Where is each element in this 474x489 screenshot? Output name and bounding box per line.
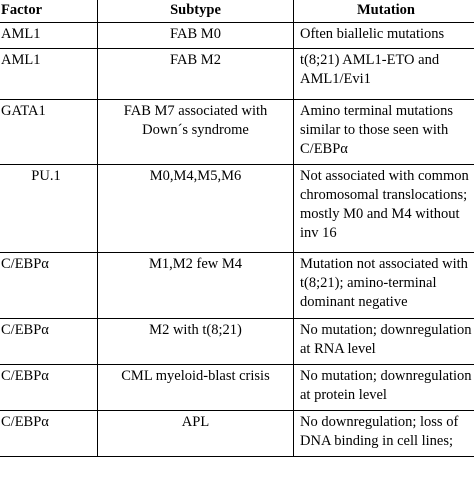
mutation-line: DNA binding in cell lines; xyxy=(300,433,454,449)
subtype-line: FAB M2 xyxy=(170,52,221,68)
mutation-cell xyxy=(294,253,474,319)
mutation-line: t(8;21); amino-terminal xyxy=(300,275,437,291)
mutation-line: Amino terminal mutations xyxy=(300,103,454,119)
mutation-line: at RNA level xyxy=(300,341,376,357)
subtype-line: CML myeloid-blast crisis xyxy=(121,368,270,384)
factor-cell: PU.1 xyxy=(0,165,98,253)
factor-cell: C/EBPα xyxy=(0,411,98,457)
mutation-cell xyxy=(294,365,474,411)
subtype-line: M1,M2 few M4 xyxy=(148,256,243,272)
table-row xyxy=(0,49,474,100)
mutation-line: C/EBPα xyxy=(300,141,348,157)
table-row xyxy=(0,411,474,457)
mutation-line: similar to those seen with xyxy=(300,122,449,138)
mutation-line: No mutation; downregulation xyxy=(300,322,472,338)
mutation-line: chromosomal translocations; xyxy=(300,187,468,203)
mutation-line: t(8;21) AML1-ETO and xyxy=(300,52,440,68)
header-subtype: Subtype xyxy=(98,0,294,23)
table-row xyxy=(0,253,474,319)
subtype-cell xyxy=(98,365,294,411)
mutation-cell xyxy=(294,100,474,165)
table-row xyxy=(0,319,474,365)
mutation-line: Not associated with common xyxy=(300,168,469,184)
subtype-line: Down´s syndrome xyxy=(142,122,249,138)
mutation-cell xyxy=(294,319,474,365)
header-row xyxy=(0,0,474,23)
subtype-line: FAB M0 xyxy=(170,26,221,42)
table-row xyxy=(0,365,474,411)
subtype-cell xyxy=(98,165,294,253)
mutation-line: inv 16 xyxy=(300,225,337,241)
factor-cell: AML1 xyxy=(0,49,98,100)
factor-cell: C/EBPα xyxy=(0,253,98,319)
subtype-line: APL xyxy=(181,414,210,430)
factor-cell: C/EBPα xyxy=(0,365,98,411)
subtype-line: M2 with t(8;21) xyxy=(149,322,242,338)
mutation-line: Mutation not associated with xyxy=(300,256,468,272)
factor-cell: AML1 xyxy=(0,23,98,49)
mutation-cell xyxy=(294,23,474,49)
mutation-cell xyxy=(294,411,474,457)
mutation-line: at protein level xyxy=(300,387,387,403)
subtype-line: FAB M7 associated with xyxy=(123,103,268,119)
mutation-line: No downregulation; loss of xyxy=(300,414,459,430)
table-row xyxy=(0,165,474,253)
table-row xyxy=(0,23,474,49)
mutation-line: No mutation; downregulation xyxy=(300,368,472,384)
factor-cell: GATA1 xyxy=(0,100,98,165)
header-factor: Factor xyxy=(0,0,98,23)
subtype-cell xyxy=(98,100,294,165)
mutation-line: Often biallelic mutations xyxy=(300,26,445,42)
subtype-cell xyxy=(98,319,294,365)
mutation-cell xyxy=(294,165,474,253)
subtype-cell xyxy=(98,49,294,100)
mutation-line: AML1/Evi1 xyxy=(300,71,371,87)
mutation-line: dominant negative xyxy=(300,294,408,310)
table-row xyxy=(0,100,474,165)
subtype-cell xyxy=(98,411,294,457)
subtype-line: M0,M4,M5,M6 xyxy=(149,168,242,184)
header-mutation: Mutation xyxy=(294,0,474,23)
mutation-cell xyxy=(294,49,474,100)
mutation-line: mostly M0 and M4 without xyxy=(300,206,460,222)
subtype-cell xyxy=(98,23,294,49)
factor-cell: C/EBPα xyxy=(0,319,98,365)
subtype-cell xyxy=(98,253,294,319)
